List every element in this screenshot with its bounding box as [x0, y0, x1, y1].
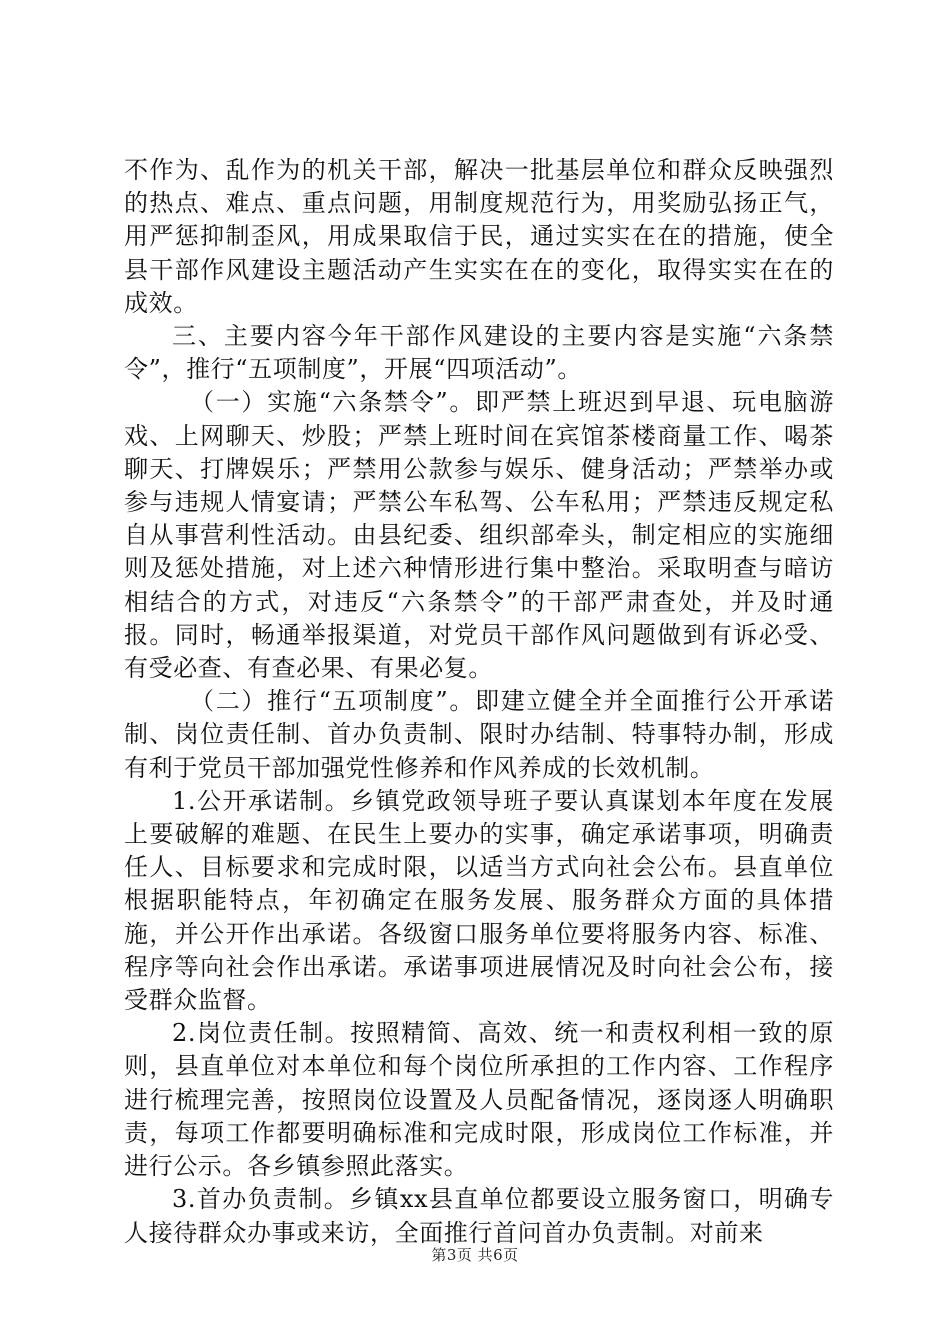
paragraph-post-responsibility: 2.岗位责任制。按照精简、高效、统一和责权利相一致的原则，县直单位对本单位和每个岗位所承担的工作内容、工作程序进行梳理完善，按照岗位设置及人员配备情况，逐岗逐人明确职责，每项工作都要明确标准和完成时限，形成岗位工作标准，并进行公示。各乡镇参照此落实。: [124, 1019, 834, 1181]
paragraph-section-three: 三、主要内容今年干部作风建设的主要内容是实施“六条禁令”，推行“五项制度”，开展“四项活动”。: [124, 322, 834, 384]
paragraph-public-commitment: 1.公开承诺制。乡镇党政领导班子要认真谋划本年度在发展上要破解的难题、在民生上要办的实事，确定承诺事项，明确责任人、目标要求和完成时限，以适当方式向社会公布。县直单位根据职能特点，年初确定在服务发展、服务群众方面的具体措施，并公开作出承诺。各级窗口服务单位要将服务内容、标准、程序等向社会作出承诺。承诺事项进展情况及时向社会公布，接受群众监督。: [124, 786, 834, 1015]
document-body: [124, 154, 834, 1250]
paragraph-five-systems: （二）推行“五项制度”。即建立健全并全面推行公开承诺制、岗位责任制、首办负责制、限时办结制、特事特办制，形成有利于党员干部加强党性修养和作风养成的长效机制。: [124, 687, 834, 782]
paragraph-first-handling: 3.首办负责制。乡镇xx县直单位都要设立服务窗口，明确专人接待群众办事或来访，全面推行首问首办负责制。对前来: [124, 1185, 834, 1247]
page-number-footer: 第3页 共6页: [431, 1246, 519, 1264]
paragraph-intro-continuation: 不作为、乱作为的机关干部，解决一批基层单位和群众反映强烈的热点、难点、重点问题，用制度规范行为，用奖励弘扬正气，用严惩抑制歪风，用成果取信于民，通过实实在在的措施，使全县干部作风建设主题活动产生实实在在的变化，取得实实在在的成效。: [124, 156, 834, 317]
paragraph-six-prohibitions: （一）实施“六条禁令”。即严禁上班迟到早退、玩电脑游戏、上网聊天、炒股；严禁上班时间在宾馆茶楼商量工作、喝茶聊天、打牌娱乐；严禁用公款参与娱乐、健身活动；严禁举办或参与违规人情宴请；严禁公车私驾、公车私用；严禁违反规定私自从事营利性活动。由县纪委、组织部牵头，制定相应的实施细则及惩处措施，对上述六种情形进行集中整治。采取明查与暗访相结合的方式，对违反“六条禁令”的干部严肃查处，并及时通报。同时，畅通举报渠道，对党员干部作风问题做到有诉必受、有受必查、有查必果、有果必复。: [124, 388, 834, 683]
